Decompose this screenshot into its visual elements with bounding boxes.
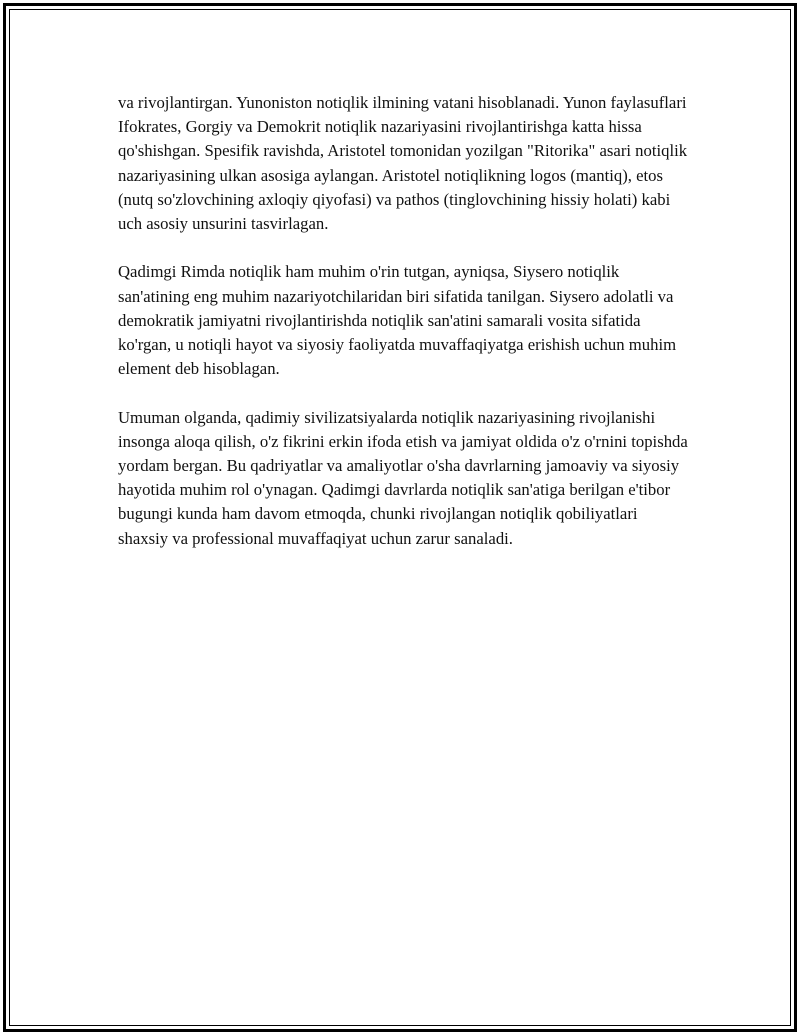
document-body [118, 91, 688, 575]
paragraph-1: va rivojlantirgan. Yunoniston notiqlik ilmining vatani hisoblanadi. Yunon faylasuflari Ifokrates, Gorgiy va Demokrit notiqlik nazariyasini rivojlantirishga katta hissa qo'shishgan. Spesifik ravishda, Aristotel tomonidan yozilgan "Ritorika" asari notiqlik nazariyasining ulkan asosiga aylangan. Aristotel notiqlikning logos (mantiq), etos (nutq so'zlovchining axloqiy qiyofasi) va pathos (tinglovchining hissiy holati) kabi uch asosiy unsurini tasvirlagan. [118, 93, 688, 234]
paragraph-3: Umuman olganda, qadimiy sivilizatsiyalarda notiqlik nazariyasining rivojlanishi insonga aloqa qilish, o'z fikrini erkin ifoda etish va jamiyat oldida o'z o'rnini topishda yordam bergan. Bu qadriyatlar va amaliyotlar o'sha davrlarning jamoaviy va siyosiy hayotida muhim rol o'ynagan. Qadimgi davrlarda notiqlik san'atiga berilgan e'tibor bugungi kunda ham davom etmoqda, chunki rivojlangan notiqlik qobiliyatlari shaxsiy va professional muvaffaqiyat uchun zarur sanaladi. [118, 407, 688, 548]
document-page [3, 3, 797, 1032]
paragraph-2: Qadimgi Rimda notiqlik ham muhim o'rin tutgan, ayniqsa, Siysero notiqlik san'atining eng muhim nazariyotchilaridan biri sifatida tanilgan. Siysero adolatli va demokratik jamiyatni rivojlantirishda notiqlik san'atini samarali vosita sifatida ko'rgan, u notiqli hayot va siyosiy faoliyatda muvaffaqiyatga erishish uchun muhim element deb hisoblagan. [118, 262, 677, 379]
